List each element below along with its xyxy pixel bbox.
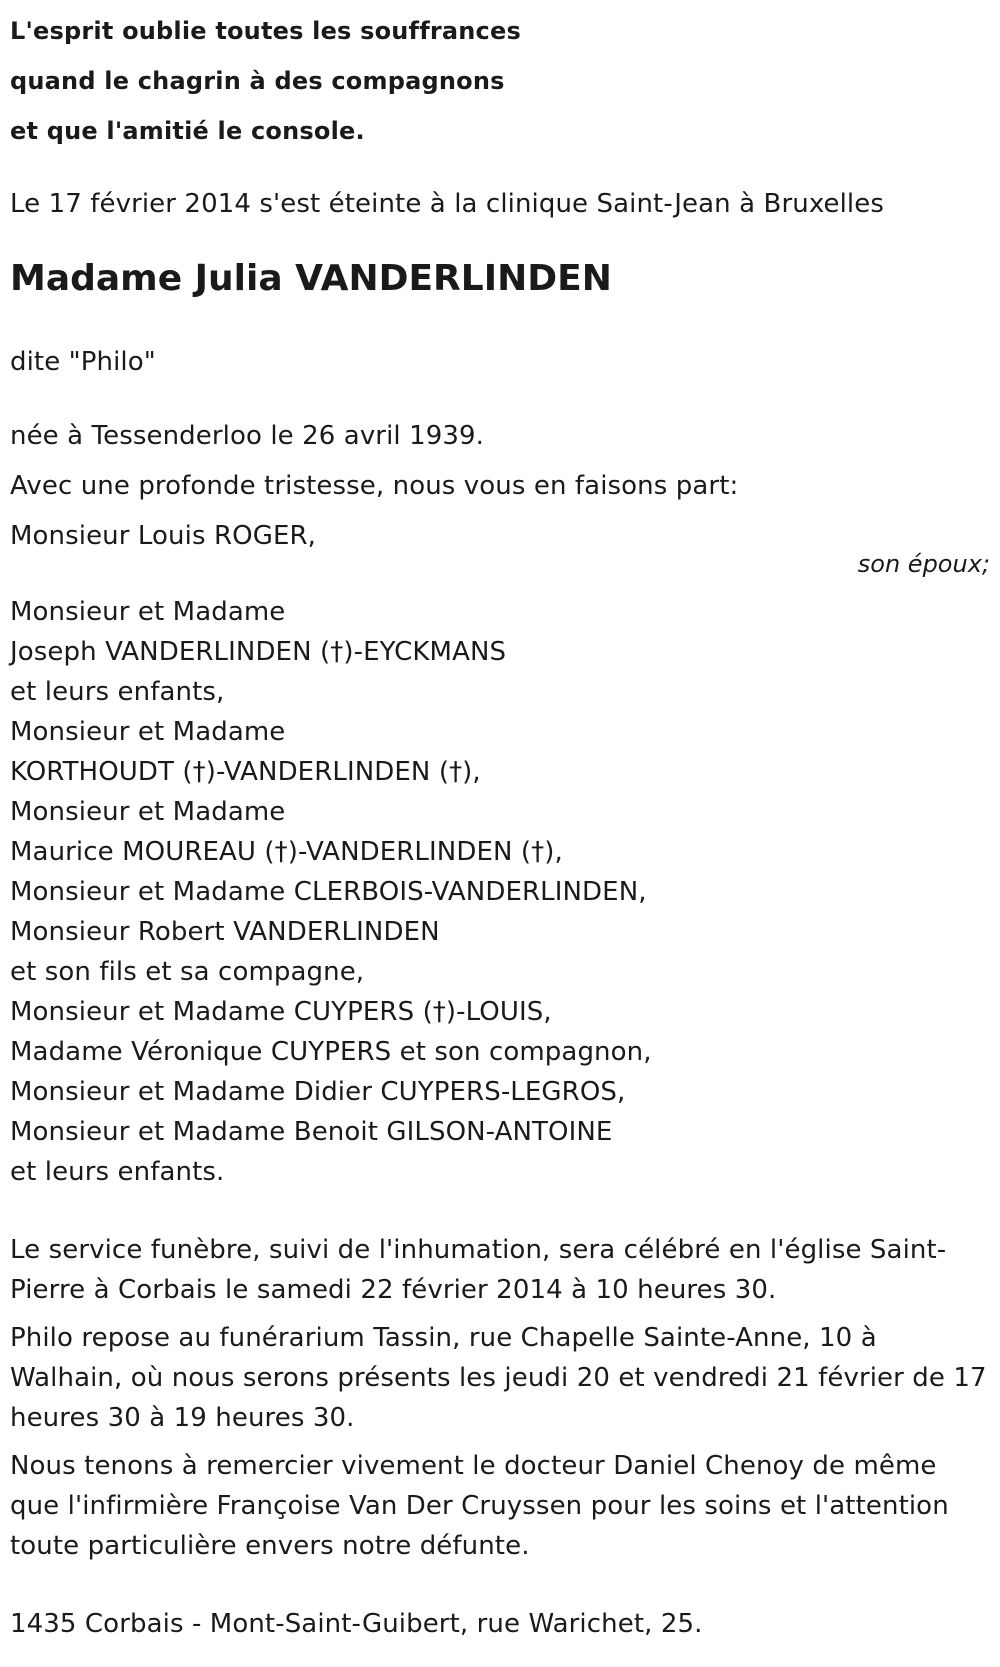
poem-line: et que l'amitié le console. bbox=[10, 117, 365, 145]
spouse-role: son époux; bbox=[857, 550, 990, 578]
family-address: 1435 Corbais - Mont-Saint-Guibert, rue Warichet, 25. bbox=[10, 1609, 703, 1639]
family-line: Monsieur et Madame CUYPERS (†)-LOUIS, bbox=[10, 997, 552, 1027]
family-line: Monsieur et Madame Didier CUYPERS-LEGROS, bbox=[10, 1077, 626, 1107]
family-line: et leurs enfants, bbox=[10, 677, 225, 707]
poem-line: quand le chagrin à des compagnons bbox=[10, 67, 505, 95]
family-line: KORTHOUDT (†)-VANDERLINDEN (†), bbox=[10, 757, 481, 787]
spouse-name: Monsieur Louis ROGER, bbox=[10, 521, 317, 551]
poem bbox=[10, 0, 990, 156]
family-line: et leurs enfants. bbox=[10, 1157, 225, 1187]
poem-line: L'esprit oublie toutes les souffrances bbox=[10, 17, 521, 45]
deceased-nickname: dite "Philo" bbox=[10, 347, 156, 377]
family-line: et son fils et sa compagne, bbox=[10, 957, 365, 987]
funeral-home-info: Philo repose au funérarium Tassin, rue Chapelle Sainte-Anne, 10 à Walhain, où nous serons présents les jeudi 20 et vendredi 21 février de 17 heures 30 à 19 heures 30. bbox=[10, 1323, 987, 1433]
announcement-text: Avec une profonde tristesse, nous vous en faisons part: bbox=[10, 471, 739, 501]
obituary-page bbox=[10, 0, 990, 1644]
family-line: Maurice MOUREAU (†)-VANDERLINDEN (†), bbox=[10, 837, 563, 867]
family-line: Madame Véronique CUYPERS et son compagnon, bbox=[10, 1037, 652, 1067]
family-line: Monsieur et Madame Benoit GILSON-ANTOINE bbox=[10, 1117, 613, 1147]
family-list bbox=[10, 592, 990, 1192]
family-line: Monsieur et Madame bbox=[10, 717, 286, 747]
funeral-service-info: Le service funèbre, suivi de l'inhumation, sera célébré en l'église Saint-Pierre à Corbais le samedi 22 février 2014 à 10 heures 30. bbox=[10, 1235, 947, 1305]
acknowledgements: Nous tenons à remercier vivement le docteur Daniel Chenoy de même que l'infirmière Françoise Van Der Cruyssen pour les soins et l'attention toute particulière envers notre défunte. bbox=[10, 1451, 949, 1561]
family-line: Monsieur et Madame bbox=[10, 797, 286, 827]
family-line: Monsieur et Madame bbox=[10, 597, 286, 627]
birth-info: née à Tessenderloo le 26 avril 1939. bbox=[10, 421, 485, 451]
family-line: Monsieur et Madame CLERBOIS-VANDERLINDEN, bbox=[10, 877, 647, 907]
deceased-name: Madame Julia VANDERLINDEN bbox=[10, 258, 612, 299]
family-line: Monsieur Robert VANDERLINDEN bbox=[10, 917, 440, 947]
family-line: Joseph VANDERLINDEN (†)-EYCKMANS bbox=[10, 637, 507, 667]
death-announcement: Le 17 février 2014 s'est éteinte à la clinique Saint-Jean à Bruxelles bbox=[10, 189, 884, 219]
